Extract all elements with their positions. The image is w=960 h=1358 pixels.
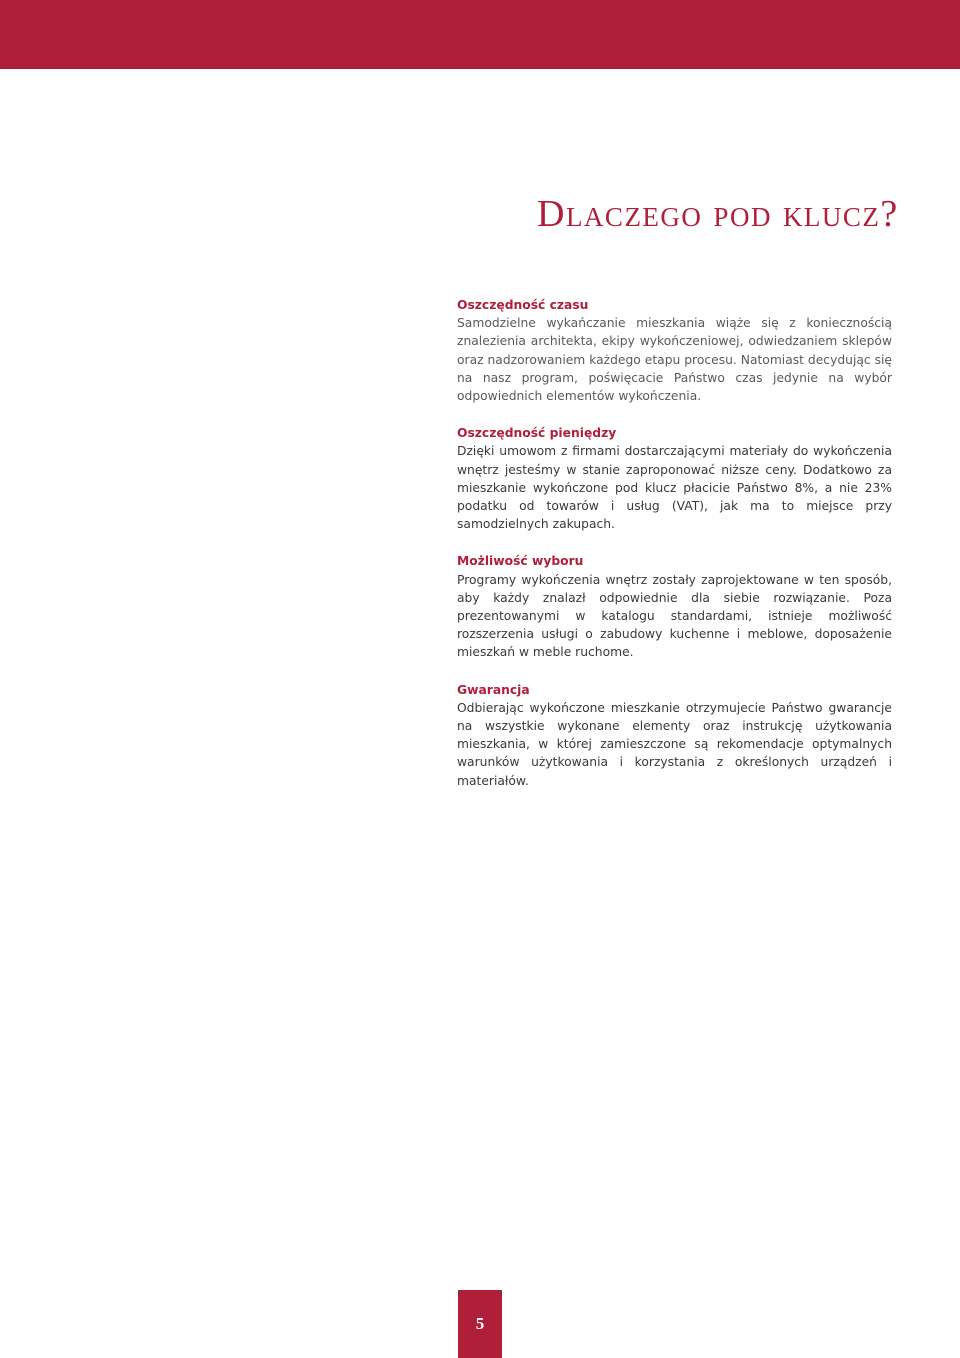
section-heading: Oszczędność pieniędzy — [457, 426, 617, 441]
section-warranty — [457, 681, 892, 790]
section-body: Dzięki umowom z firmami dostarczającymi materiały do wykończenia wnętrz jesteśmy w stanie zaproponować niższe ceny. Dodatkowo za mieszkanie wykończone pod klucz płacicie Państwo 8%, a nie 23% podatku od towarów i usług (VAT), jak ma to miejsce przy samodzielnych zakupach. — [457, 444, 892, 532]
top-brand-band — [0, 0, 960, 69]
section-body: Odbierając wykończone mieszkanie otrzymujecie Państwo gwarancje na wszystkie wykonane elementy oraz instrukcję użytkowania mieszkania, w której zamieszczone są rekomendacje optymalnych warunków użytkowania i korzystania z określonych urządzeń i materiałów. — [457, 700, 892, 788]
section-choice — [457, 552, 892, 661]
main-content — [457, 296, 892, 809]
page-number: 5 — [475, 1314, 485, 1333]
section-money-savings — [457, 424, 892, 533]
page-number-box — [458, 1290, 502, 1358]
section-heading: Możliwość wyboru — [457, 554, 584, 569]
section-time-savings — [457, 296, 892, 405]
page-title: Dlaczego pod klucz? — [537, 193, 899, 235]
section-body: Programy wykończenia wnętrz zostały zaprojektowane w ten sposób, aby każdy znalazł odpowiednie dla siebie rozwiązanie. Poza prezentowanymi w katalogu standardami, istnieje możliwość rozszerzenia usługi o zabudowy kuchenne i meblowe, doposażenie mieszkań w meble ruchome. — [457, 572, 892, 660]
section-heading: Gwarancja — [457, 682, 530, 697]
section-heading: Oszczędność czasu — [457, 298, 589, 312]
section-body: Samodzielne wykańczanie mieszkania wiąże się z koniecznością znalezienia architekta, ekipy wykończeniowej, odwiedzaniem sklepów oraz nadzorowaniem każdego etapu procesu. Natomiast decydując się na nasz program, poświęcacie Państwo czas jedynie na wybór odpowiednich elementów wykończenia. — [457, 316, 892, 404]
